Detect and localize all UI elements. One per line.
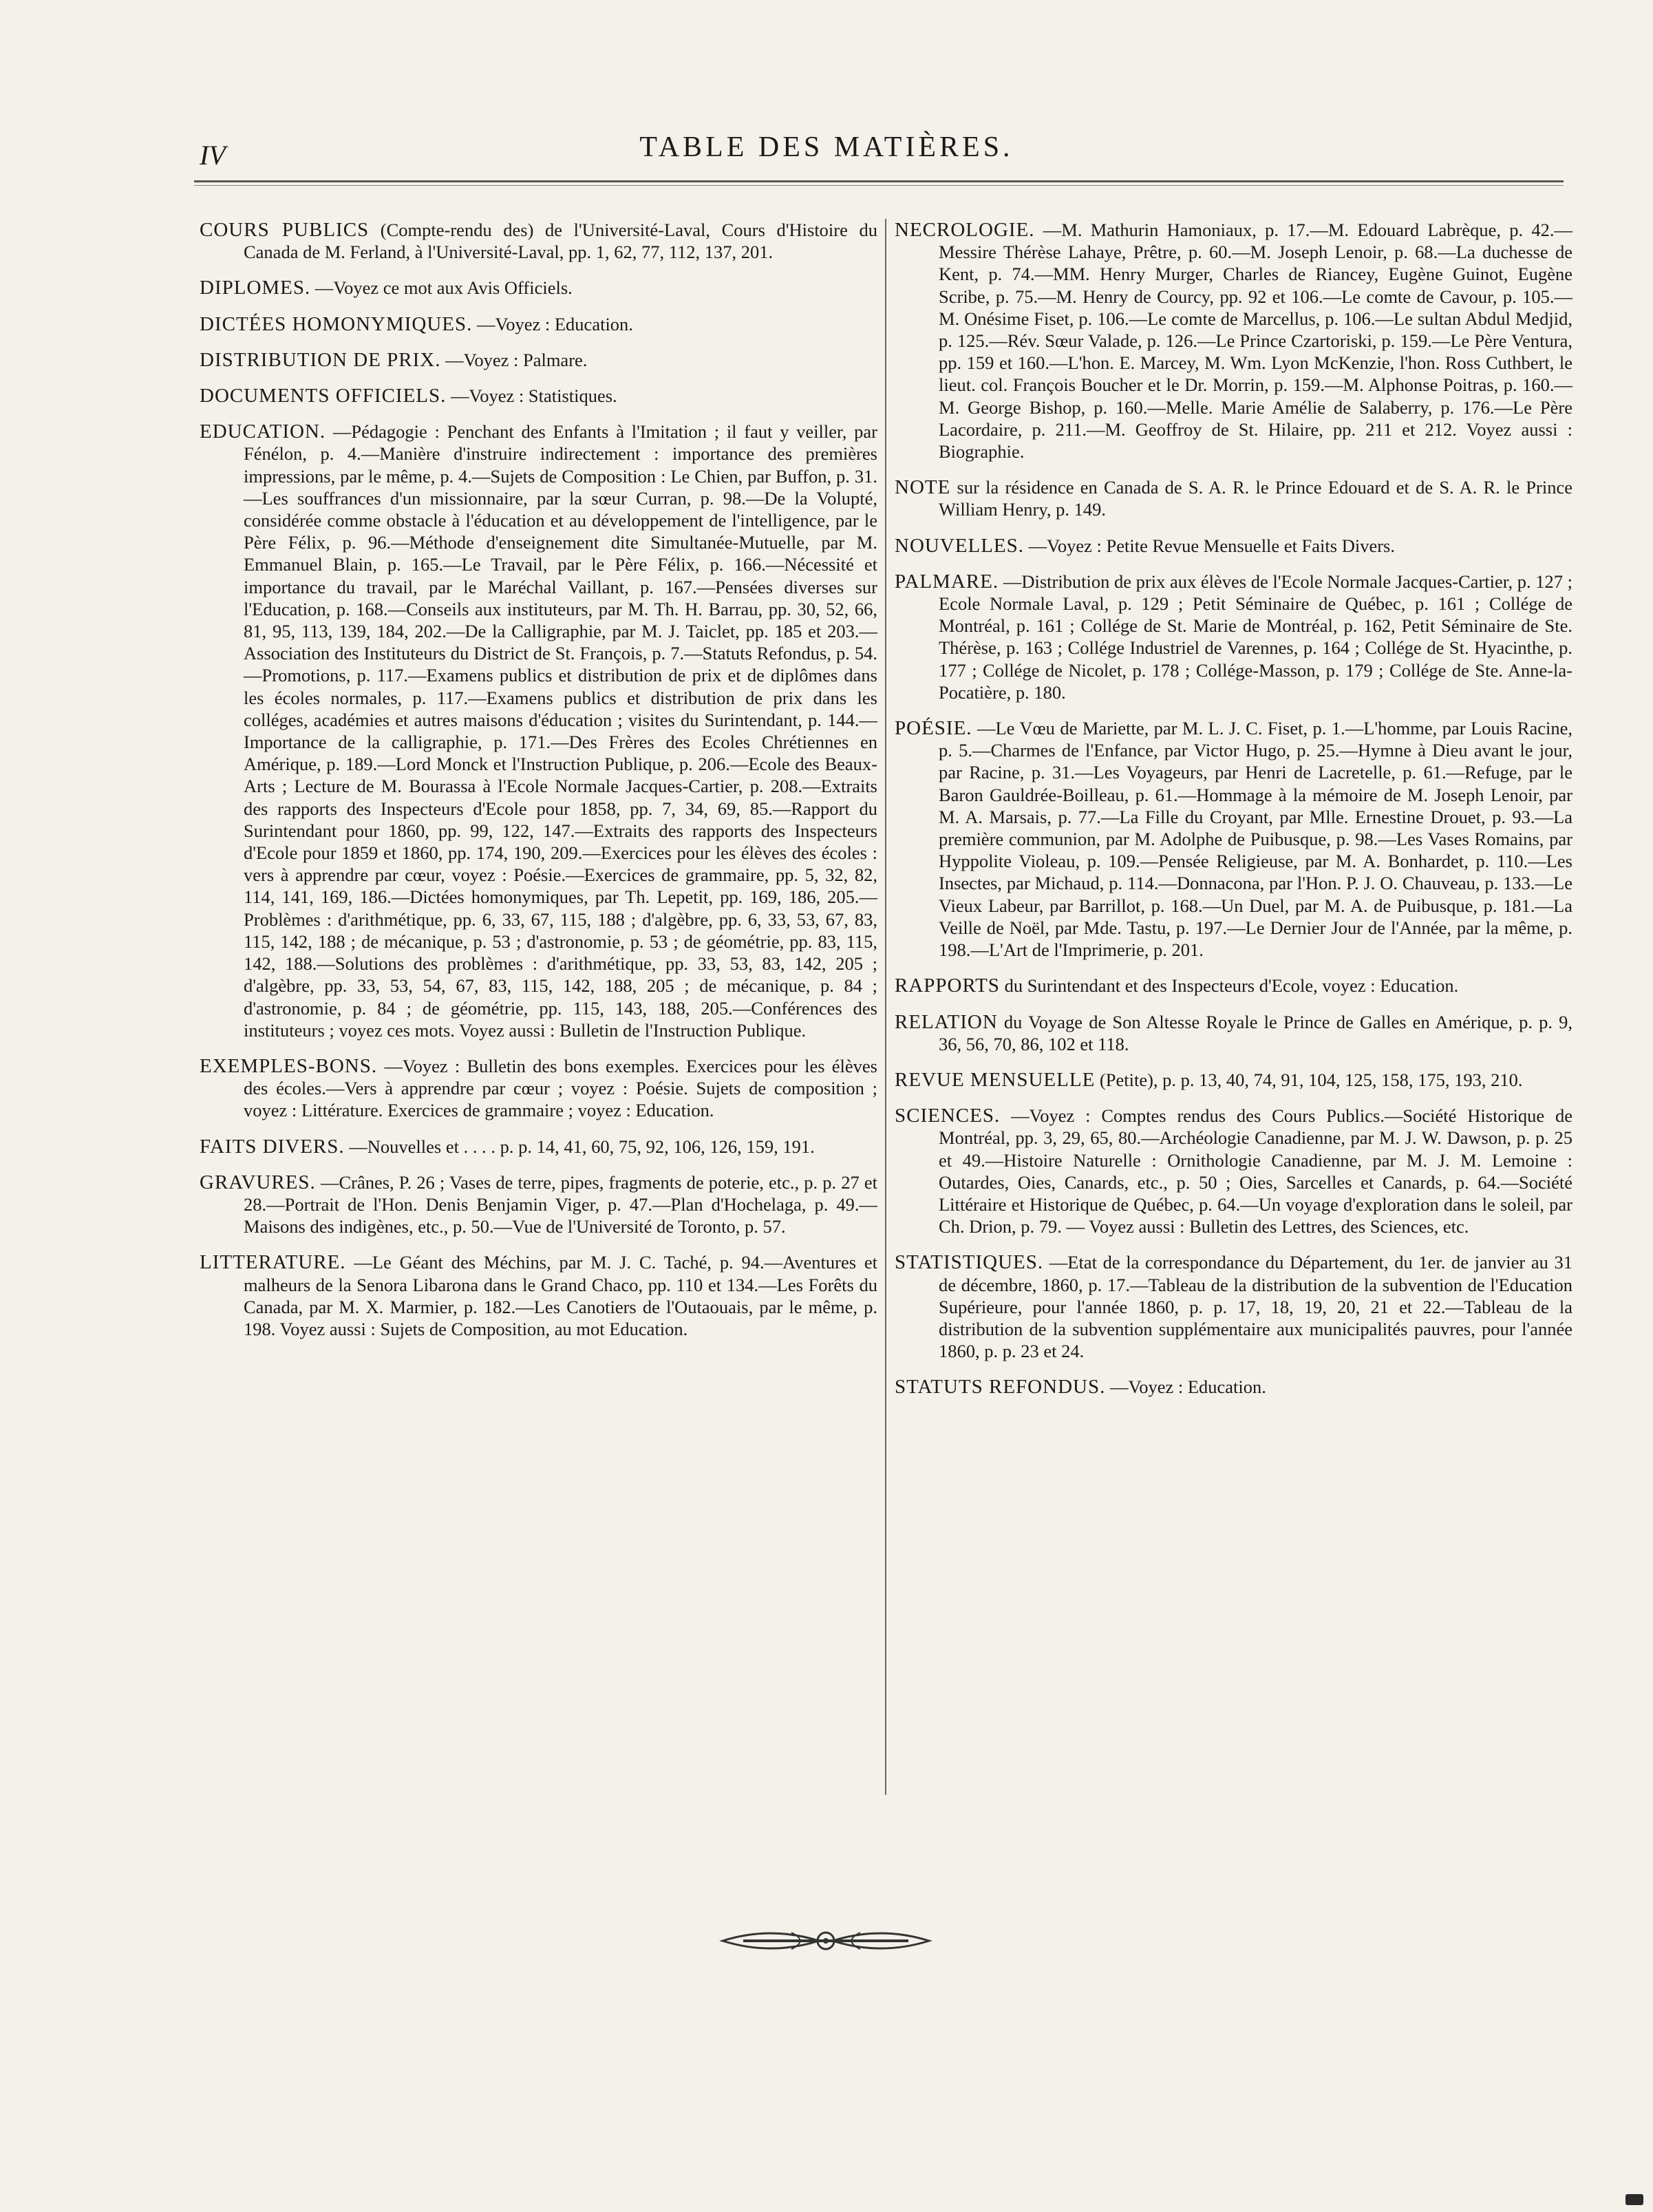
corner-mark [1625, 2194, 1643, 2205]
entry-text: —Voyez : Palmare. [445, 349, 588, 370]
entry-text: —Nouvelles et . . . . p. p. 14, 41, 60, 75, 92, 106, 126, 159, 191. [349, 1136, 815, 1157]
entry-heading: EXEMPLES-BONS. [200, 1054, 378, 1077]
index-entry [895, 1251, 1572, 1362]
entry-text: —Le Géant des Méchins, par M. J. C. Taché, p. 94.—Aventures et malheurs de la Senora Libarona dans le Grand Chaco, pp. 110 et 134.—Les Forêts du Canada, par M. X. Marmier, p. 182.—Les Canotiers de l'Outaouais, par le même, p. 198. Voyez aussi : Sujets de Composition, au mot Education. [244, 1252, 877, 1339]
ornament-divider [716, 1920, 936, 1961]
column-divider [885, 219, 886, 1795]
running-head [0, 103, 1653, 186]
entry-text: du Voyage de Son Altesse Royale le Prince de Galles en Amérique, p. p. 9, 36, 56, 70, 86, 102 et 118. [939, 1011, 1572, 1054]
index-entry [200, 1055, 877, 1122]
entry-text: du Surintendant et des Inspecteurs d'Ecole, voyez : Education. [1004, 975, 1459, 997]
entry-heading: NOUVELLES. [895, 534, 1025, 557]
index-entry [200, 1171, 877, 1238]
index-entry [200, 1136, 877, 1158]
entry-heading: DISTRIBUTION DE PRIX. [200, 348, 441, 371]
entry-heading: POÉSIE. [895, 717, 972, 740]
entry-heading: FAITS DIVERS. [200, 1135, 345, 1158]
entry-heading: STATISTIQUES. [895, 1251, 1044, 1274]
entry-text: —Pédagogie : Penchant des Enfants à l'Imitation ; il faut y veiller, par Fénélon, p. 4.—Manière d'instruire indirectement : importance des premières impressions, par le même, p. 4.—Sujets de Composition : Le Chien, par Buffon, p. 31.—Les souffrances d'un missionnaire, par la sœur Curran, p. 98.—De la Volupté, considérée comme obstacle à l'éducation et au développement de l'intelligence, par le Père Félix, p. 96.—Méthode d'enseignement dite Simultanée-Mutuelle, par M. Emmanuel Blain, p. 165.—Le Travail, par le Père Félix, p. 166.—Nécessité et importance du travail, par le Maréchal Vaillant, p. 167.—Pensées diverses sur l'Education, p. 168.—Conseils aux instituteurs, par M. Th. H. Barrau, pp. 30, 52, 66, 81, 95, 113, 139, 184, 202.—De la Calligraphie, par M. J. Taiclet, pp. 185 et 203.—Association des Instituteurs du District de St. François, p. 7.—Statuts Refondus, p. 54.—Promotions, p. 117.—Examens publics et distribution de prix et de diplômes dans les écoles normales, p. 117.—Examens publics et distribution de prix dans les colléges, académies et autres maisons d'éducation ; visites du Surintendant, p. 144.—Importance de la calligraphie, p. 171.—Des Frères des Ecoles Chrétiennes en Amérique, p. 189.—Lord Monck et l'Instruction Publique, p. 206.—Ecole des Beaux-Arts ; Lecture de M. Bourassa à l'Ecole Normale Jacques-Cartier, p. 208.—Extraits des rapports des Inspecteurs d'Ecole pour 1858, pp. 7, 34, 69, 85.—Rapport du Surintendant pour 1860, pp. 99, 122, 147.—Extraits des rapports des Inspecteurs d'Ecole pour 1859 et 1860, pp. 174, 190, 209.—Exercices pour les élèves des écoles : vers à apprendre par cœur, voyez : Poésie.—Exercices de grammaire, pp. 5, 32, 82, 114, 141, 169, 186.—Dictées homonymiques, par Th. Lepetit, pp. 169, 186, 205.—Problèmes : d'arithmétique, pp. 6, 33, 67, 115, 188 ; d'algèbre, pp. 6, 33, 53, 67, 83, 115, 142, 188 ; de mécanique, p. 53 ; d'astronomie, p. 53 ; de géométrie, pp. 83, 115, 142, 188.—Solutions des problèmes : d'arithmétique, pp. 33, 53, 83, 142, 205 ; d'algèbre, pp. 33, 53, 54, 67, 83, 115, 142, 188, 205 ; de mécanique, p. 84 ; d'astronomie, p. 84 ; de géométrie, pp. 115, 143, 188, 205.—Conférences des instituteurs ; voyez ces mots. Voyez aussi : Bulletin de l'Instruction Publique. [244, 421, 877, 1041]
entry-text: —Voyez ce mot aux Avis Officiels. [314, 277, 573, 299]
index-entry [200, 277, 877, 299]
entry-heading: DICTÉES HOMONYMIQUES. [200, 312, 473, 335]
entry-text: —Etat de la correspondance du Département, du 1er. de janvier au 31 de décembre, 1860, p. 17.—Tableau de la distribution de la subvention de l'Education Supérieure, pour l'année 1860, p. p. 17, 18, 19, 20, 21 et 22.—Tableau de la distribution de la subvention supplémentaire aux municipalités pauvres, pour l'année 1860, p. p. 23 et 24. [939, 1252, 1573, 1362]
index-entry [895, 571, 1572, 703]
index-entry [895, 975, 1572, 997]
entry-heading: NECROLOGIE. [895, 219, 1035, 241]
entry-text: —M. Mathurin Hamoniaux, p. 17.—M. Edouard Labrèque, p. 42.—Messire Thérèse Lahaye, Prêtre, p. 60.—M. Joseph Lenoir, p. 68.—La duchesse de Kent, p. 74.—MM. Henry Murger, Charles de Riancey, Eugène Guinot, Eugène Scribe, p. 75.—M. Henry de Courcy, pp. 92 et 106.—Le comte de Cavour, p. 105.—M. Onésime Fiset, p. 106.—Le comte de Marcellus, p. 106.—Le sultan Abdul Medjid, p. 125.—Rév. Sœur Valade, p. 126.—Le Prince Czartoriski, p. 159.—Le Père Ventura, pp. 159 et 160.—L'hon. E. Marcey, M. Wm. Lyon McKenzie, l'hon. Ross Cuthbert, le lieut. col. François Boucher et le Dr. Morrin, p. 159.—M. Alphonse Poitras, p. 160.—M. George Bishop, p. 160.—Melle. Marie Amélie de Salaberry, p. 176.—Le Père Lacordaire, p. 211.—M. Geoffroy de St. Hilaire, pp. 211 et 212. Voyez aussi : Biographie. [939, 220, 1573, 462]
index-entry [200, 313, 877, 335]
index-entry [895, 1011, 1572, 1055]
entry-heading: STATUTS REFONDUS. [895, 1376, 1106, 1399]
index-entry [200, 385, 877, 407]
entry-heading: GRAVURES. [200, 1171, 316, 1193]
entry-heading: RELATION [895, 1010, 998, 1033]
folio: IV [200, 140, 226, 171]
index-entry [200, 421, 877, 1041]
entry-heading: REVUE MENSUELLE [895, 1068, 1096, 1091]
entry-heading: COURS PUBLICS [200, 219, 370, 241]
index-entry [895, 1105, 1572, 1237]
page-title: TABLE DES MATIÈRES. [639, 131, 1014, 163]
entry-heading: DIPLOMES. [200, 277, 311, 299]
entry-heading: NOTE [895, 476, 951, 499]
entry-text: —Voyez : Bulletin des bons exemples. Exercices pour les élèves des écoles.—Vers à apprendre par cœur ; voyez : Poésie. Sujets de composition ; voyez : Littérature. Exercices de grammaire ; voyez : Education. [244, 1055, 877, 1121]
index-entry [895, 535, 1572, 557]
entry-heading: RAPPORTS [895, 975, 1000, 997]
index-entry [895, 1069, 1572, 1091]
index-entry [895, 476, 1572, 520]
index-entry [895, 219, 1572, 462]
entry-text: sur la résidence en Canada de S. A. R. le Prince Edouard et de S. A. R. le Prince William Henry, p. 149. [939, 477, 1572, 520]
entry-heading: PALMARE. [895, 570, 999, 593]
entry-text: —Voyez : Statistiques. [451, 385, 617, 407]
index-entry [895, 717, 1572, 961]
index-entry [200, 349, 877, 371]
entry-text: —Voyez : Petite Revue Mensuelle et Faits Divers. [1028, 535, 1395, 556]
index-entry [200, 1251, 877, 1340]
entry-heading: DOCUMENTS OFFICIELS. [200, 385, 447, 407]
entry-text: —Le Vœu de Mariette, par M. L. J. C. Fiset, p. 1.—L'homme, par Louis Racine, p. 5.—Charmes de l'Enfance, par Victor Hugo, p. 25.—Hymne à Dieu avant le jour, par Racine, p. 31.—Les Voyageurs, par Henri de Lacretelle, p. 61.—Refuge, par le Baron Gauldrée-Boilleau, p. 61.—Hommage à la mémoire de M. Joseph Lenoir, par M. A. Marsais, p. 77.—La Fille du Croyant, par Mlle. Ernestine Drouet, p. 93.—La première communion, par M. Adolphe de Puibusque, p. 98.—Les Vases Romains, par Hyppolite Violeau, p. 109.—Pensée Religieuse, par M. A. Bonhardet, p. 110.—Les Insectes, par Michaud, p. 114.—Donnacona, par l'Hon. P. J. O. Chauveau, p. 133.—Le Vieux Labeur, par Barrillot, p. 168.—Un Duel, par M. A. de Puibusque, p. 181.—La Veille de Noël, par Mde. Tastu, p. 197.—Le Dernier Jour de l'Année, par la même, p. 198.—L'Art de l'Imprimerie, p. 201. [939, 718, 1573, 961]
entry-heading: EDUCATION. [200, 421, 326, 443]
entry-text: —Voyez : Education. [477, 313, 633, 334]
index-entry [895, 1376, 1572, 1398]
entry-text: (Compte-rendu des) de l'Université-Laval, Cours d'Histoire du Canada de M. Ferland, à l'Université-Laval, pp. 1, 62, 77, 112, 137, 201. [244, 220, 877, 263]
entry-heading: LITTERATURE. [200, 1251, 346, 1274]
entry-text: —Distribution de prix aux élèves de l'Ecole Normale Jacques-Cartier, p. 127 ; Ecole Normale Laval, p. 129 ; Petit Séminaire de Québec, p. 161 ; Collége de Montréal, p. 161 ; Collége de St. Marie de Montréal, p. 162, Petit Séminaire de Ste. Thérèse, p. 163 ; Collége Industriel de Varennes, p. 164 ; Collége de St. Hyacinthe, p. 177 ; Collége de Nicolet, p. 178 ; Collége-Masson, p. 179 ; Collége de Ste. Anne-la-Pocatière, p. 180. [939, 571, 1573, 703]
entry-text: —Voyez : Comptes rendus des Cours Publics.—Société Historique de Montréal, pp. 3, 29, 65, 80.—Archéologie Canadienne, par M. J. W. Dawson, p. p. 25 et 49.—Histoire Naturelle : Ornithologie Canadienne, par M. J. M. Lemoine : Outardes, Oies, Canards, etc., p. 50 ; Oies, Sarcelles et Canards, p. 64.—Société Littéraire et Historique de Québec, p. 64.—Un voyage d'exploration dans le soleil, par Ch. Drion, p. 79. — Voyez aussi : Bulletin des Lettres, des Sciences, etc. [939, 1105, 1572, 1237]
entry-text: —Voyez : Education. [1109, 1376, 1266, 1398]
header-rule [194, 180, 1564, 186]
entry-text: —Crânes, P. 26 ; Vases de terre, pipes, fragments de poterie, etc., p. p. 27 et 28.—Portrait de l'Hon. Denis Benjamin Viger, p. 47.—Plan d'Hochelaga, p. 49.—Maisons des indigènes, etc., p. 50.—Vue de l'Université de Toronto, p. 57. [244, 1171, 877, 1237]
index-entry [200, 219, 877, 263]
entry-text: (Petite), p. p. 13, 40, 74, 91, 104, 125, 158, 175, 193, 210. [1099, 1069, 1523, 1090]
right-column [895, 219, 1572, 1412]
entry-heading: SCIENCES. [895, 1105, 1001, 1127]
left-column [200, 219, 877, 1354]
